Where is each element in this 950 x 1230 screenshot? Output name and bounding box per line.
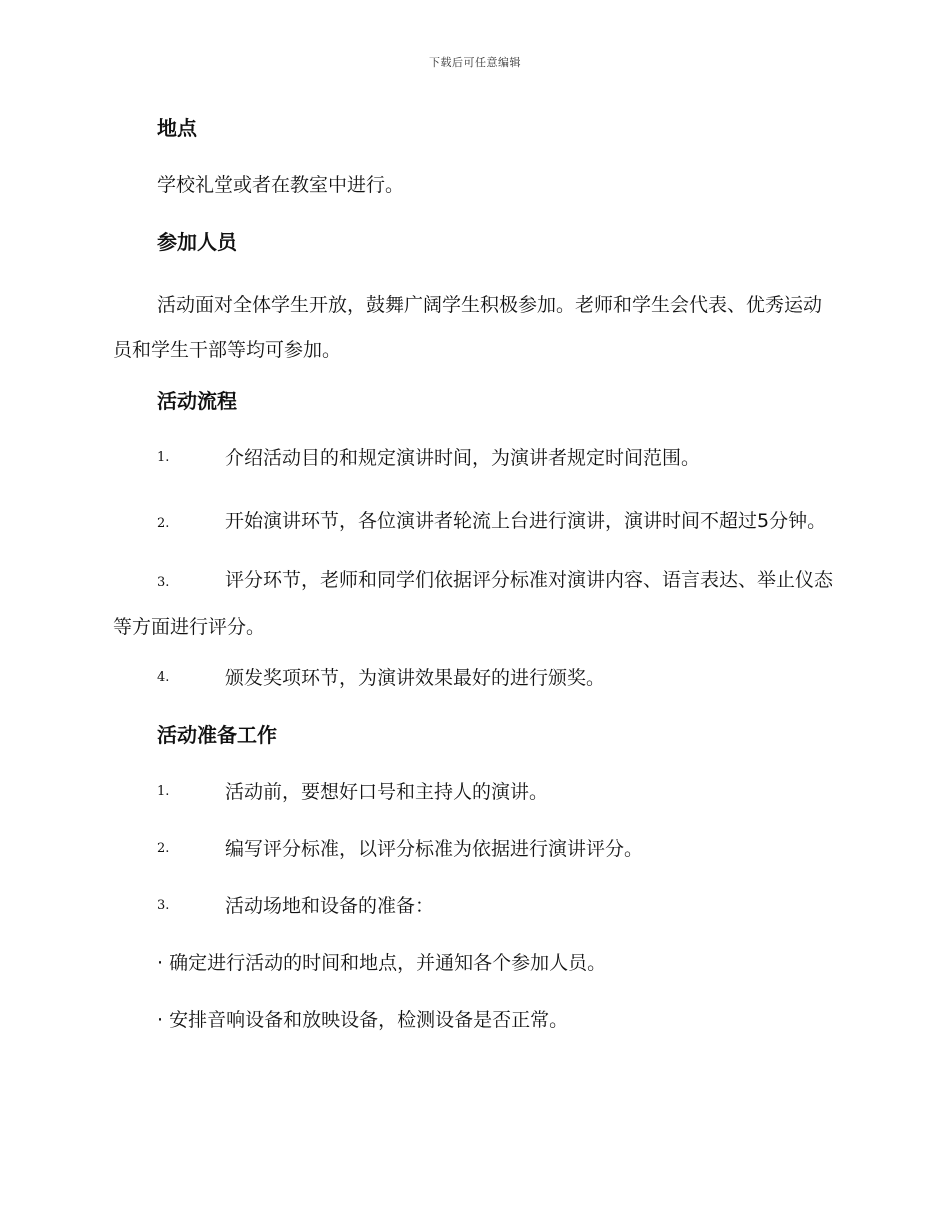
list-number: 1. xyxy=(157,784,170,799)
list-number: 3. xyxy=(157,575,170,590)
list-text: 颁发奖项环节，为演讲效果最好的进行颁奖。 xyxy=(225,667,606,689)
section-heading-process: 活动流程 xyxy=(157,389,237,413)
list-text: 评分环节，老师和同学们依据评分标准对演讲内容、语言表达、举止仪态等方面进行评分。 xyxy=(113,569,834,638)
participants-text: 活动面对全体学生开放，鼓舞广阔学生积极参加。老师和学生会代表、优秀运动员和学生干部等均可参加。 xyxy=(113,294,823,361)
document-body xyxy=(113,112,838,1061)
preparation-item xyxy=(113,890,838,922)
section-heading-participants: 参加人员 xyxy=(157,230,237,254)
preparation-item xyxy=(113,776,838,808)
bullet-item: · 确定进行活动的时间和地点，并通知各个参加人员。 xyxy=(157,952,607,974)
process-item xyxy=(113,662,838,694)
list-text: 开始演讲环节，各位演讲者轮流上台进行演讲，演讲时间不超过5分钟。 xyxy=(225,510,827,532)
process-item xyxy=(113,499,838,546)
section-heading-preparation: 活动准备工作 xyxy=(157,723,277,747)
list-text: 活动场地和设备的准备： xyxy=(225,895,435,917)
bullet-item: · 安排音响设备和放映设备，检测设备是否正常。 xyxy=(157,1009,569,1031)
process-item xyxy=(113,442,838,474)
list-text: 编写评分标准，以评分标准为依据进行演讲评分。 xyxy=(225,838,644,860)
list-number: 4. xyxy=(157,670,170,685)
list-text: 介绍活动目的和规定演讲时间，为演讲者规定时间范围。 xyxy=(225,447,701,469)
section-heading-location: 地点 xyxy=(157,116,197,140)
location-text: 学校礼堂或者在教室中进行。 xyxy=(157,174,405,196)
list-number: 2. xyxy=(157,841,170,856)
process-item xyxy=(113,558,838,650)
list-number: 3. xyxy=(157,898,170,913)
list-number: 2. xyxy=(157,516,170,531)
list-text: 活动前，要想好口号和主持人的演讲。 xyxy=(225,781,549,803)
list-number: 1. xyxy=(157,450,170,465)
preparation-item xyxy=(113,833,838,865)
header-note: 下载后可任意编辑 xyxy=(429,56,521,69)
